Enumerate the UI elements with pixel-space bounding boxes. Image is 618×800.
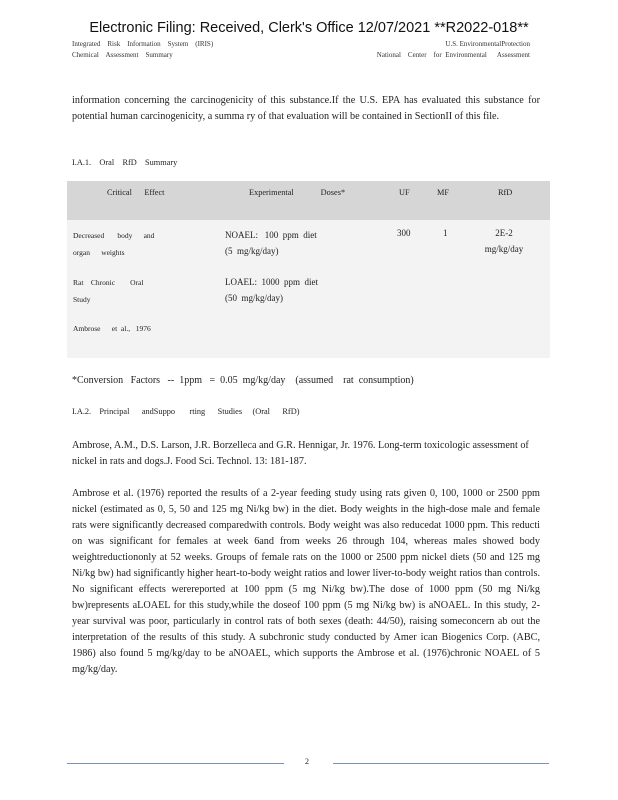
cell-rfd-value — [479, 225, 529, 257]
loael-line2: (50 mg/kg/day) — [225, 293, 283, 303]
section-heading-oral-rfd-summary: I.A.1. Oral RfD Summary — [72, 158, 178, 167]
header-left — [72, 39, 213, 61]
col-header-rfd: RfD — [498, 188, 513, 197]
header-right — [370, 39, 530, 61]
noael-line1: NOAEL: 100 ppm diet — [225, 230, 317, 240]
cell-mf-value: 1 — [443, 228, 448, 238]
cell-noael — [225, 227, 317, 259]
effect-line1: Decreased body and — [73, 231, 155, 240]
col-header-experimental-doses: Experimental Doses* — [249, 188, 346, 197]
study-description-paragraph: Ambrose et al. (1976) reported the results of a 2-year feeding study using rats given 0, 100, 1000 or 2500 ppm nickel (estimated as 0, 5, 50 and 125 mg Ni/kg bw) in the diet. Body weights in the high-dose male and female rats were significantly decreased comparedwith controls. Body weight was also reducedat 1000 ppm. This reducti on was significant for females at week 6and from weeks 26 through 104, whereas males showed body weightreductiononly at 52 weeks. Groups of female rats on the 1000 or 2500 ppm nickel diets (50 and 125 mg Ni/kg bw) had significantly higher heart-to-body weight ratios and lower liver-to-body weight ratios than controls. No significant effects werereported at 100 ppm (5 mg Ni/kg bw).The dose of 1000 ppm (50 mg Ni/kg bw)represents aLOAEL for this study,while the doseof 100 ppm (5 mg Ni/kg bw) is aNOAEL. In this study, 2-year survival was poor, particularly in control rats of both sexes (death: 44/50), raising someconcern ab out the interpretation of the results of this study. A subchronic study conducted by Amer ican Biogenics Corp. (ABC, 1986) also found 5 mg/kg/day to be aNOAEL, which supports the Ambrose et al. (1976)chronic NOAEL of 5 mg/kg/day. — [72, 488, 540, 675]
footer-rule-right — [333, 763, 549, 764]
page-number: 2 — [305, 757, 309, 766]
section-heading-principal-studies: I.A.2. Principal andSuppo rting Studies (Oral RfD) — [72, 407, 300, 416]
col-header-critical-effect: Critical Effect — [107, 188, 165, 197]
header-left-line2: Chemical Assessment Summary — [72, 51, 173, 59]
cell-critical-effect — [73, 227, 154, 261]
reference-citation: Ambrose, A.M., D.S. Larson, J.R. Borzelleca and G.R. Hennigar, Jr. 1976. Long-term toxicologic assessment of nickel in rats and dogs.J. Food Sci. Technol. 13: 181-187. — [72, 440, 529, 467]
loael-line1: LOAEL: 1000 ppm diet — [225, 277, 318, 287]
header-right-line1: U.S. EnvironmentalProtection — [445, 40, 530, 48]
conversion-footnote: *Conversion Factors -- 1ppm = 0.05 mg/kg/day (assumed rat consumption) — [72, 375, 414, 386]
cell-loael — [225, 274, 318, 306]
cell-study-type — [73, 274, 143, 308]
rfd-line2: mg/kg/day — [484, 244, 524, 254]
col-header-mf: MF — [437, 188, 449, 197]
table-header-row — [67, 181, 550, 220]
cell-citation: Ambrose et al., 1976 — [73, 324, 151, 333]
cell-uf-value: 300 — [397, 228, 411, 238]
col-header-uf: UF — [399, 188, 410, 197]
study-line2: Study — [73, 295, 91, 304]
rfd-line1: 2E-2 — [495, 228, 513, 238]
filing-banner: Electronic Filing: Received, Clerk's Office 12/07/2021 **R2022-018** — [89, 20, 529, 36]
header-left-line1: Integrated Risk Information System (IRIS) — [72, 40, 214, 48]
noael-line2: (5 mg/kg/day) — [225, 246, 279, 256]
intro-paragraph: information concerning the carcinogenicity of this substance.If the U.S. EPA has evaluated this substance for potential human carcinogenicity, a summa ry of that evaluation will be contained in SectionII of this file. — [72, 95, 540, 122]
effect-line2: organ weights — [73, 248, 125, 257]
study-line1: Rat Chronic Oral — [73, 278, 144, 287]
footer-rule-left — [67, 763, 284, 764]
rfd-summary-table — [67, 181, 550, 358]
header-right-line2: National Center for Environmental Assessment — [376, 51, 530, 59]
